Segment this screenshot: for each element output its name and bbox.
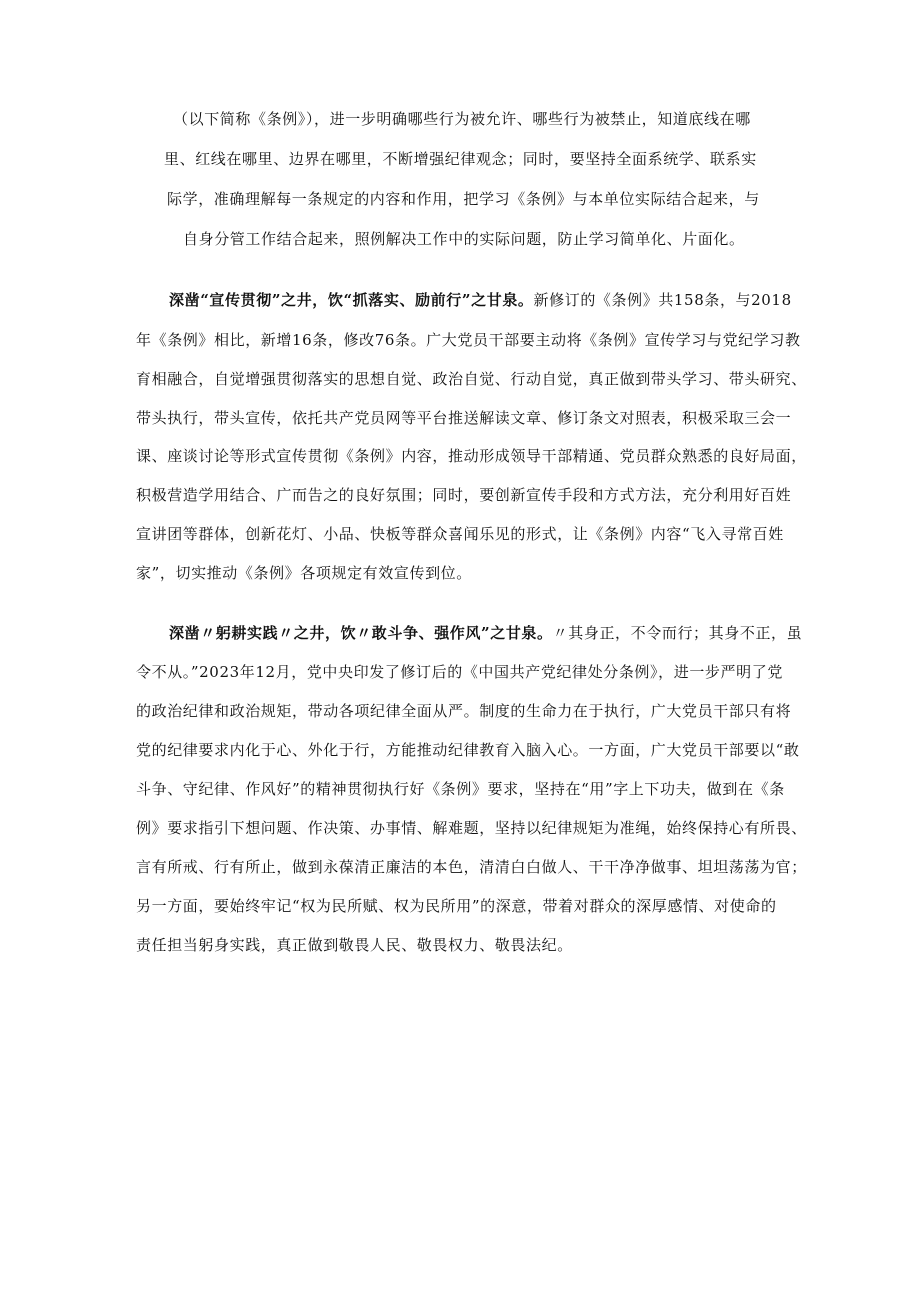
section-2-line: 家”，切实推动《条例》各项规定有效宣传到位。 bbox=[136, 564, 472, 582]
section-3-line: 党的纪律要求内化于心、外化于行，方能推动纪律教育入脑入心。一方面，广大党员干部要以“敢 bbox=[136, 741, 800, 759]
section-2-line: 课、座谈讨论等形式宣传贯彻《条例》内容，推动形成领导干部精通、党员群众熟悉的良好局面， bbox=[136, 447, 807, 465]
section-3-line: 责任担当躬身实践，真正做到敬畏人民、敬畏权力、敬畏法纪。 bbox=[136, 936, 573, 954]
section-3-line: 例》要求指引下想问题、作决策、办事情、解难题，坚持以纪律规矩为准绳，始终保持心有所畏、 bbox=[136, 819, 807, 837]
section-3-first-line bbox=[169, 623, 802, 643]
intro-line: 际学，准确理解每一条规定的内容和作用，把学习《条例》与本单位实际结合起来，与 bbox=[167, 190, 760, 208]
intro-line: 自身分管工作结合起来，照例解决工作中的实际问题，防止学习简单化、片面化。 bbox=[183, 230, 745, 248]
section-3-line: 言有所戒、行有所止，做到永葆清正廉洁的本色，清清白白做人、干干净净做事、坦坦荡荡为官； bbox=[136, 858, 807, 876]
section-3-line: 另一方面，要始终牢记“权为民所赋、权为民所用”的深意，带着对群众的深厚感情、对使命的 bbox=[136, 897, 777, 915]
section-2-line: 育相融合，自觉增强贯彻落实的思想自觉、政治自觉、行动自觉，真正做到带头学习、带头研究、 bbox=[136, 370, 807, 388]
intro-line: 里、红线在哪里、边界在哪里，不断增强纪律观念；同时，要坚持全面系统学、联系实 bbox=[164, 150, 757, 168]
section-2-heading: 深凿“宣传贯彻”之井，饮“抓落实、励前行”之甘泉。 bbox=[169, 291, 534, 309]
section-3-heading: 深凿〃躬耕实践〃之井，饮〃敢斗争、强作风”之甘泉。 bbox=[169, 624, 553, 642]
section-2-line: 宣讲团等群体，创新花灯、小品、快板等群众喜闻乐见的形式，让《条例》内容“飞入寻常百姓 bbox=[136, 525, 784, 543]
section-3-line: 令不从。”2023年12月，党中央印发了修订后的《中国共产党纪律处分条例》，进一步严明了党 bbox=[136, 663, 783, 681]
section-2-text: 新修订的《条例》共158条，与2018 bbox=[533, 291, 792, 309]
section-2-first-line bbox=[169, 290, 792, 310]
section-3-text: 〃其身正，不令而行；其身不正，虽 bbox=[552, 624, 803, 642]
section-3-line: 的政治纪律和政治规矩，带动各项纪律全面从严。制度的生命力在于执行，广大党员干部只有将 bbox=[136, 702, 792, 720]
section-2-line: 年《条例》相比，新增16条，修改76条。广大党员干部要主动将《条例》宣传学习与党纪学习教 bbox=[136, 331, 801, 349]
section-2-line: 带头执行，带头宣传，依托共产党员网等平台推送解读文章、修订条文对照表，积极采取三会一 bbox=[136, 409, 792, 427]
section-2-line: 积极营造学用结合、广而告之的良好氛围；同时，要创新宣传手段和方式方法，充分利用好百姓 bbox=[136, 486, 792, 504]
section-3-line: 斗争、守纪律、作风好”的精神贯彻执行好《条例》要求，坚持在“用”字上下功夫，做到在《条 bbox=[136, 780, 785, 798]
intro-line: （以下简称《条例》），进一步明确哪些行为被允许、哪些行为被禁止，知道底线在哪 bbox=[173, 110, 751, 128]
